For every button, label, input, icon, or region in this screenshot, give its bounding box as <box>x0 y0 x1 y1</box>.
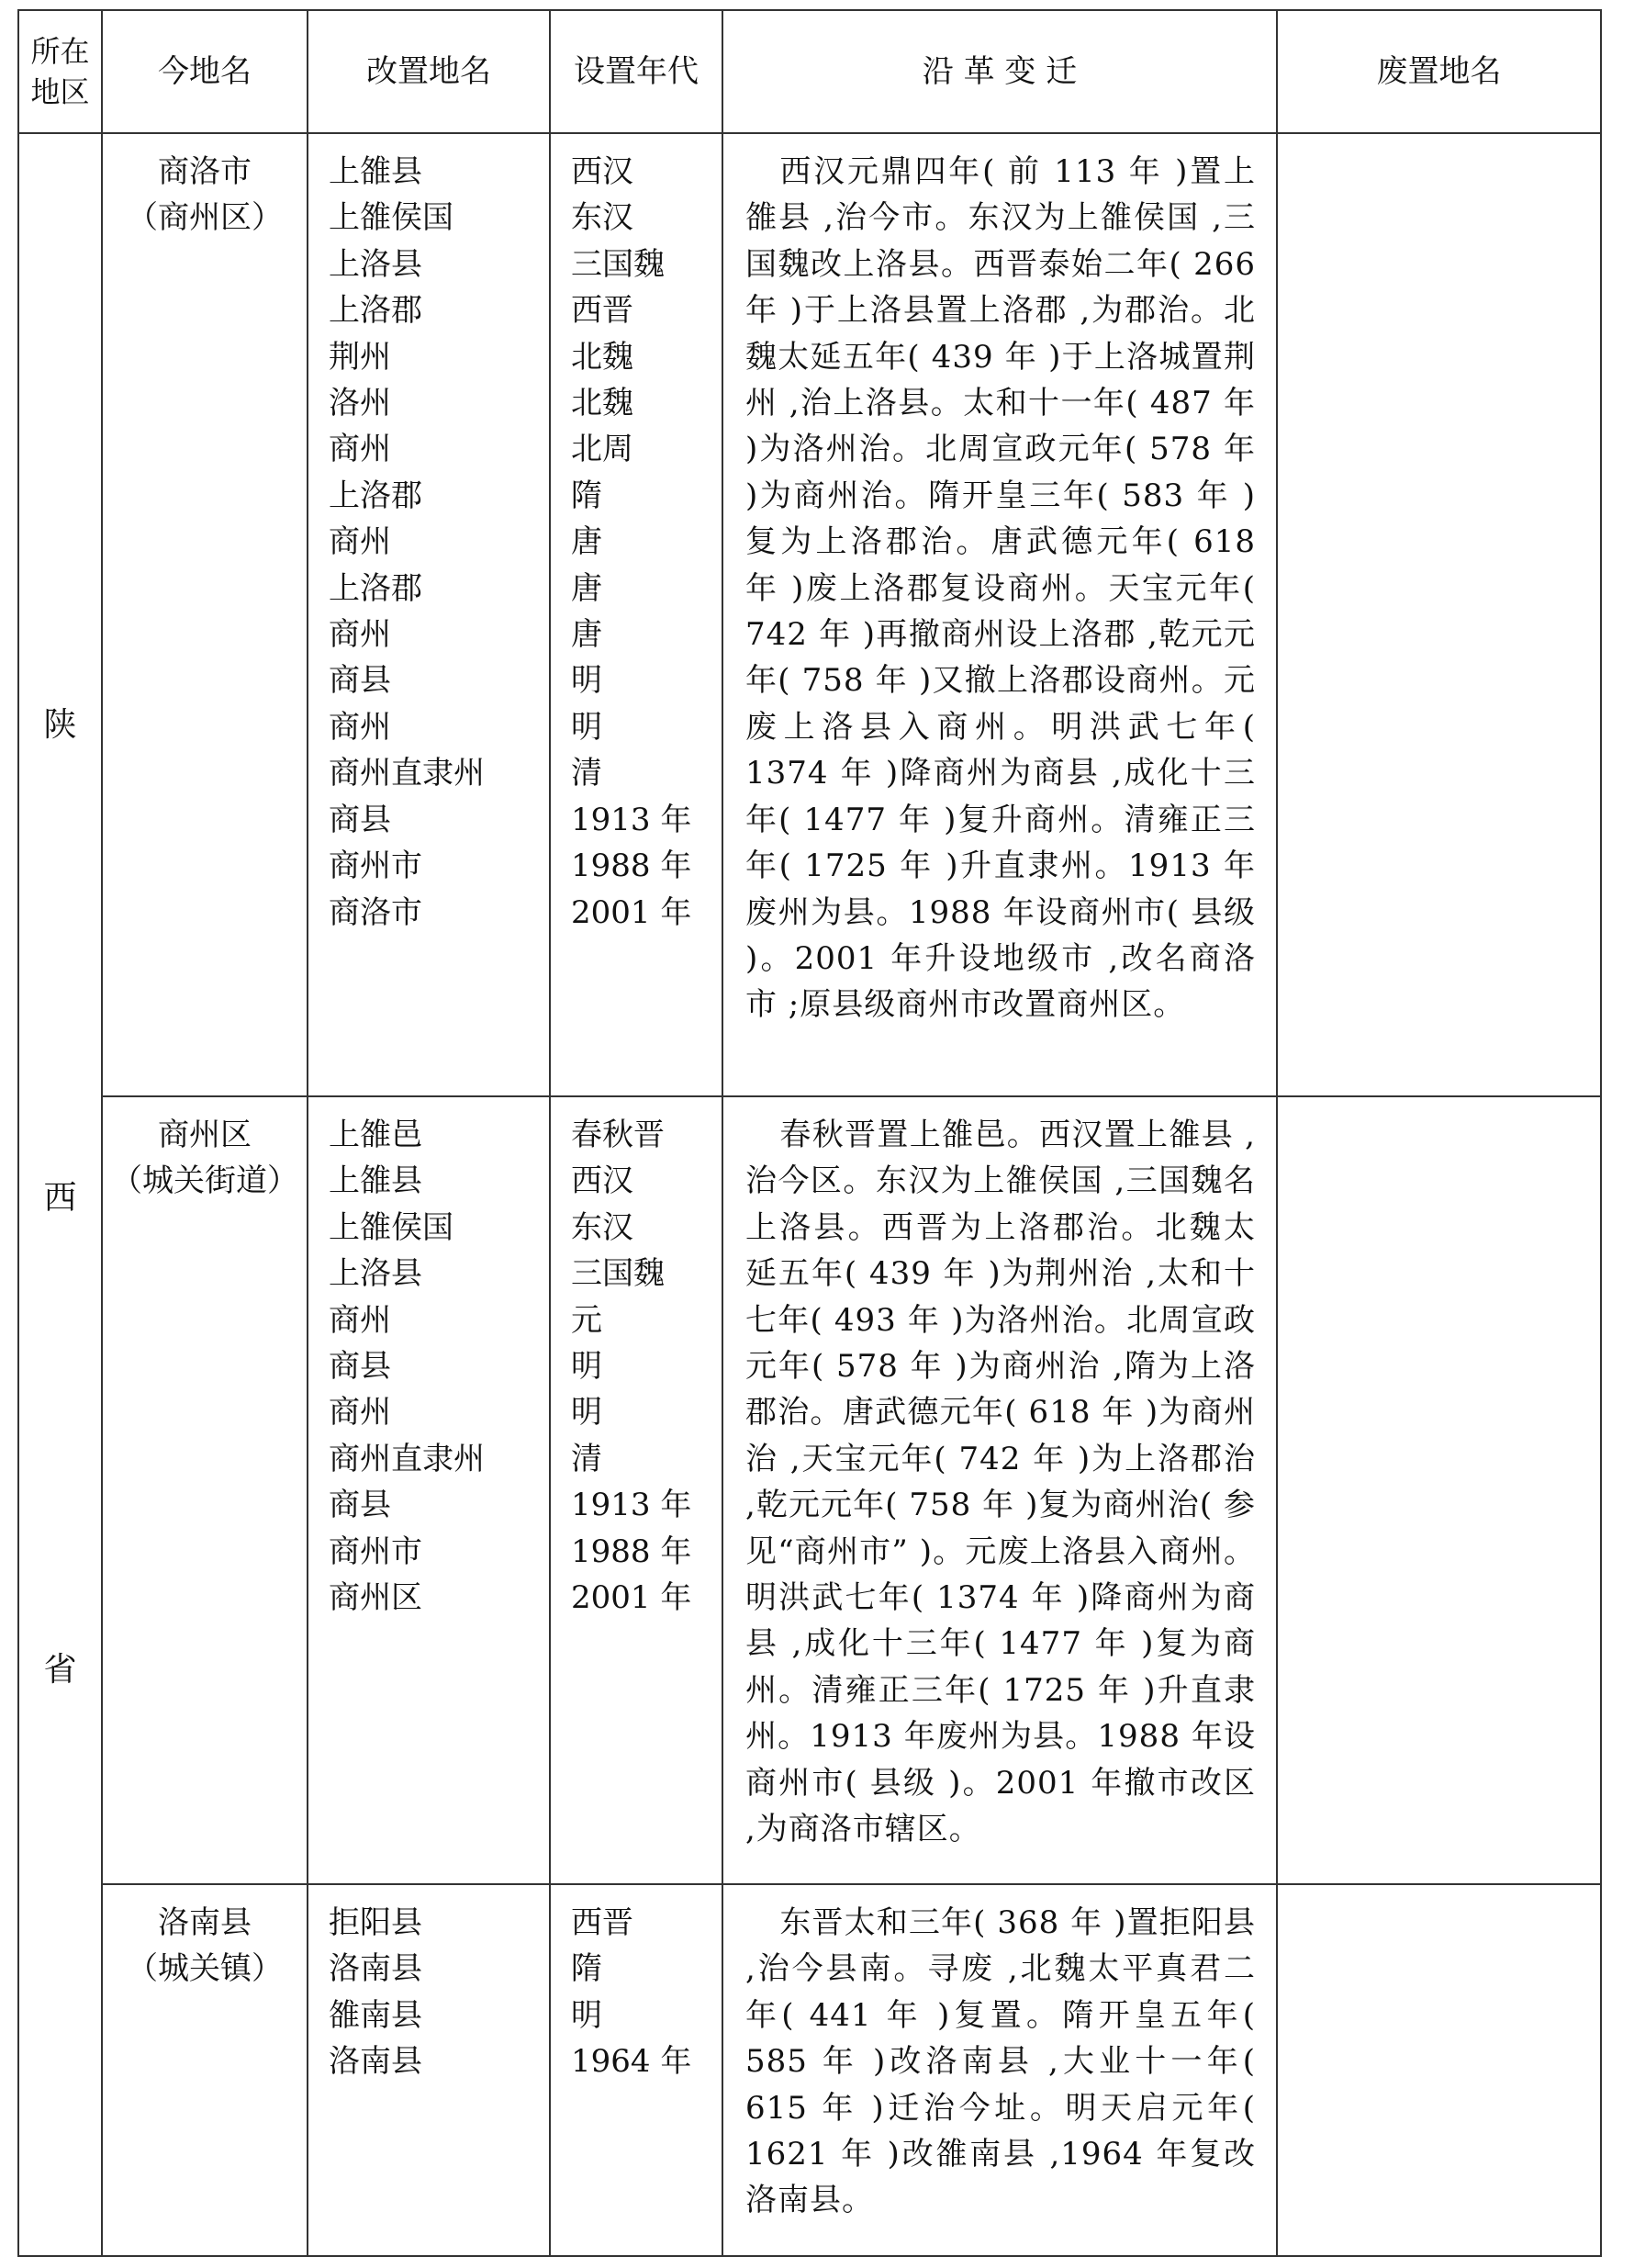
year-entry: 西汉 <box>571 153 633 190</box>
header-history: 沿 革 变 迁 <box>722 10 1277 133</box>
year-entry: 明 <box>571 1394 602 1432</box>
former-name: 雒南县 <box>329 1996 422 2034</box>
former-name: 上洛郡 <box>329 477 422 514</box>
former-name: 商州市 <box>329 848 422 885</box>
table-row <box>18 1096 1601 1884</box>
former-name: 上洛郡 <box>329 569 422 607</box>
year-entry: 唐 <box>571 616 602 654</box>
current-name-note: （城关街道） <box>111 1162 298 1200</box>
former-name: 商县 <box>329 662 391 700</box>
header-current-name: 今地名 <box>102 10 308 133</box>
history-text: 西汉元鼎四年( 前 113 年 )置上雒县 ,治今市。东汉为上雒侯国 ,三国魏改上洛县。西晋泰始二年( 266 年 )于上洛县置上洛郡 ,为郡治。北魏太延五年( 439 年 )于上洛城置荆州 ,治上洛县。太和十一年( 487 年 )为洛州治。北周宣政元年( 578 年 )为商州治。隋开皇三年( 583 年 )复为上洛郡治。唐武德元年( 618 年 )废上洛郡复设商州。天宝元年( 742 年 )再撤商州设上洛郡 ,乾元元年( 758 年 )又撤上洛郡设商州。元废上洛县入商州。明洪武七年( 1374 年 )降商州为商县 ,成化十三年( 1477 年 )复升商州。清雍正三年( 1725 年 )升直隶州。1913 年废州为县。1988 年设商州市( 县级 )。2001 年升设地级市 ,改名商洛市 ;原县级商州市改置商州区。 <box>745 153 1256 1024</box>
former-name: 商州 <box>329 523 391 561</box>
former-name: 上雒侯国 <box>329 1208 453 1246</box>
former-name: 上洛郡 <box>329 292 422 330</box>
year-entry: 西晋 <box>571 1904 633 1941</box>
year-entry: 西汉 <box>571 1162 633 1200</box>
year-entry: 1988 年 <box>571 848 692 885</box>
year-entry: 明 <box>571 708 602 746</box>
former-name: 商州区 <box>329 1579 422 1617</box>
history-cell <box>722 1096 1277 1884</box>
year-entry: 唐 <box>571 523 602 561</box>
former-name: 商州 <box>329 1394 391 1432</box>
year-entry: 清 <box>571 755 602 792</box>
former-name: 商县 <box>329 1487 391 1524</box>
history-text: 春秋晋置上雒邑。西汉置上雒县 ,治今区。东汉为上雒侯国 ,三国魏名上洛县。西晋为上洛郡治。北魏太延五年( 439 年 )为荆州治 ,太和十七年( 493 年 )为洛州治。北周宣政元年( 578 年 )为商州治 ,隋为上洛郡治。唐武德元年( 618 年 )为商州治 ,天宝元年( 742 年 )为上洛郡治 ,乾元元年( 758 年 )复为商州治( 参见“商州市” )。元废上洛县入商州。明洪武七年( 1374 年 )降商州为商县 ,成化十三年( 1477 年 )复为商州。清雍正三年( 1725 年 )升直隶州。1913 年废州为县。1988 年设商州市( 县级 )。2001 年撤市改区 ,为商洛市辖区。 <box>745 1117 1256 1848</box>
year-entry: 三国魏 <box>571 1255 665 1293</box>
region-char: 陕 <box>43 706 77 744</box>
former-name: 洛州 <box>329 385 391 422</box>
abolished-cell <box>1277 1096 1601 1884</box>
year-entry: 元 <box>571 1301 602 1339</box>
year-entry: 东汉 <box>571 1208 633 1246</box>
region-char: 省 <box>43 1651 77 1689</box>
year-entry: 清 <box>571 1440 602 1477</box>
year-entry: 1964 年 <box>571 2043 692 2081</box>
former-name: 商州 <box>329 431 391 468</box>
former-name: 商县 <box>329 801 391 838</box>
former-name: 上洛县 <box>329 245 422 283</box>
current-name-note: （商州区） <box>127 199 283 237</box>
year-entry: 东汉 <box>571 199 633 237</box>
years-cell <box>550 1884 722 2256</box>
former-name: 商州直隶州 <box>329 1440 485 1477</box>
former-name: 拒阳县 <box>329 1904 422 1941</box>
former-name: 荆州 <box>329 338 391 376</box>
history-cell <box>722 1884 1277 2256</box>
former-names-cell <box>308 133 550 1096</box>
year-entry: 明 <box>571 662 602 700</box>
region-char: 西 <box>43 1178 77 1217</box>
header-region: 所在地区 <box>18 10 102 133</box>
year-entry: 明 <box>571 1348 602 1386</box>
current-name-cell <box>102 1096 308 1884</box>
former-name: 商州 <box>329 708 391 746</box>
years-cell <box>550 133 722 1096</box>
year-entry: 1913 年 <box>571 801 692 838</box>
year-entry: 2001 年 <box>571 1579 692 1617</box>
year-entry: 隋 <box>571 477 602 514</box>
former-name: 上雒侯国 <box>329 199 453 237</box>
header-row <box>18 10 1601 133</box>
abolished-cell <box>1277 133 1601 1096</box>
former-name: 洛南县 <box>329 1950 422 1988</box>
current-name-cell <box>102 133 308 1096</box>
current-name: 商州区 <box>158 1117 252 1153</box>
year-entry: 北周 <box>571 431 633 468</box>
year-entry: 春秋晋 <box>571 1117 665 1153</box>
year-entry: 2001 年 <box>571 893 692 931</box>
year-entry: 1988 年 <box>571 1533 692 1570</box>
year-entry: 1913 年 <box>571 1487 692 1524</box>
history-cell <box>722 133 1277 1096</box>
years-cell <box>550 1096 722 1884</box>
header-former-names: 改置地名 <box>308 10 550 133</box>
former-name: 上洛县 <box>329 1255 422 1293</box>
former-name: 商洛市 <box>329 893 422 931</box>
former-name: 上雒邑 <box>329 1117 422 1153</box>
table-row <box>18 133 1601 1096</box>
former-name: 洛南县 <box>329 2043 422 2081</box>
former-name: 商州 <box>329 616 391 654</box>
table-row <box>18 1884 1601 2256</box>
history-table <box>17 9 1602 2257</box>
year-entry: 唐 <box>571 569 602 607</box>
year-entry: 北魏 <box>571 385 633 422</box>
former-names-cell <box>308 1096 550 1884</box>
header-years: 设置年代 <box>550 10 722 133</box>
former-name: 商州 <box>329 1301 391 1339</box>
former-name: 上雒县 <box>329 1162 422 1200</box>
region-cell <box>18 133 102 2256</box>
current-name: 洛南县 <box>158 1904 252 1941</box>
year-entry: 北魏 <box>571 338 633 376</box>
former-name: 商州直隶州 <box>329 755 485 792</box>
year-entry: 明 <box>571 1996 602 2034</box>
year-entry: 西晋 <box>571 292 633 330</box>
current-name: 商洛市 <box>158 153 252 190</box>
former-name: 商县 <box>329 1348 391 1386</box>
history-text: 东晋太和三年( 368 年 )置拒阳县 ,治今县南。寻废 ,北魏太平真君二年( 441 年 )复置。隋开皇五年( 585 年 )改洛南县 ,大业十一年( 615 年 )迁治今址。明天启元年( 1621 年 )改雒南县 ,1964 年复改洛南县。 <box>745 1904 1256 2219</box>
year-entry: 三国魏 <box>571 245 665 283</box>
header-abolished: 废置地名 <box>1277 10 1601 133</box>
abolished-cell <box>1277 1884 1601 2256</box>
former-names-cell <box>308 1884 550 2256</box>
former-name: 上雒县 <box>329 153 422 190</box>
year-entry: 隋 <box>571 1950 602 1988</box>
current-name-note: （城关镇） <box>127 1950 283 1988</box>
current-name-cell <box>102 1884 308 2256</box>
former-name: 商州市 <box>329 1533 422 1570</box>
